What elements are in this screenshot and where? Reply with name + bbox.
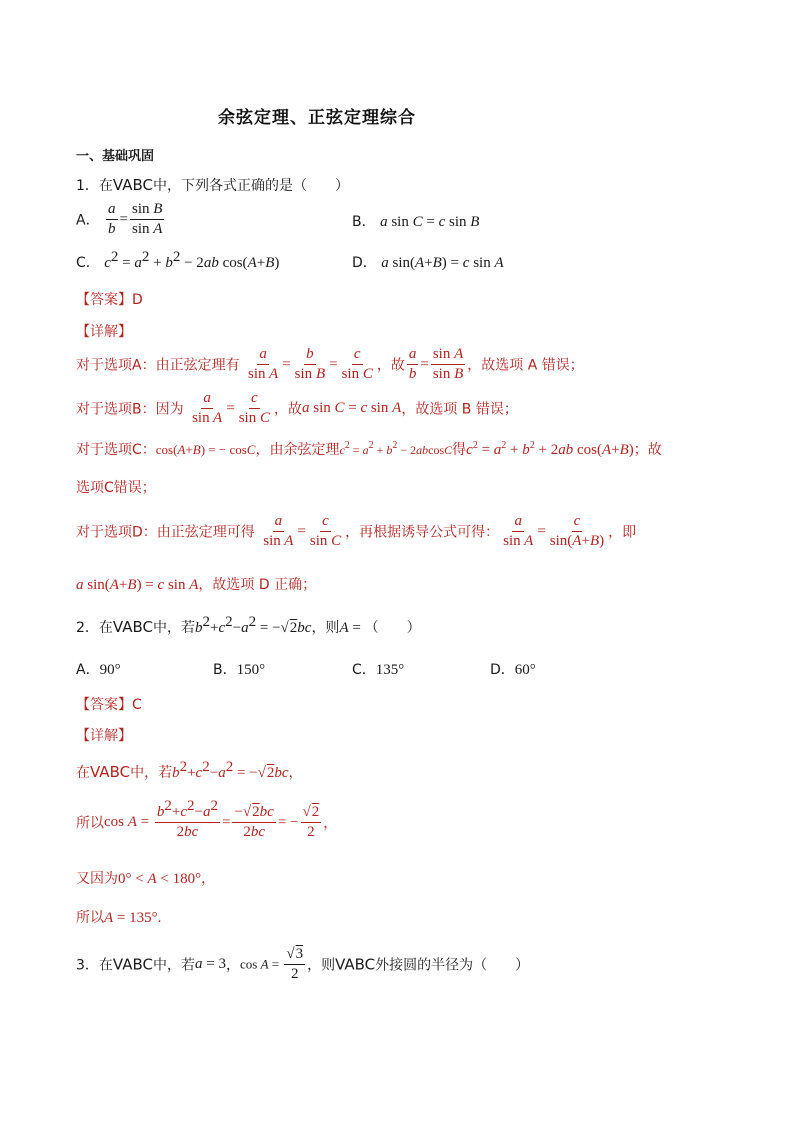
q1-option-c: C． $c^2 = a^2 + b^2 - 2ab$ cos(A+B): [76, 249, 280, 271]
page-title: 余弦定理、正弦定理综合: [218, 108, 416, 128]
q1-detail-a: 对于选项A：由正弦定理有 $\frac{a}{\text{sin A}}$ = $\frac{b}{\text{sin B}}$ = $\frac{c}{\text{sin C}}$ ，故 $\frac{a}{b}$ = $\frac{\text{sin A}}{\text{sin B}}$ ，故选项 A 错误；: [76, 346, 584, 382]
q1-stem: 1．在VABC中，下列各式正确的是（ ）: [76, 176, 349, 194]
q1-detail-b: 对于选项B：因为 $\frac{a}{\text{sin A}}$ = $\frac{c}{\text{sin C}}$ ，故a sin C = c sin A，故选项 B 错误；: [76, 390, 518, 426]
q1-option-d: D． a sin(A+B) = c sin A: [352, 255, 504, 271]
q3-stem: 3．在VABC中，若a = 3，cos A = $\frac{√3}{2}$ ，则VABC外接圆的半径为（ ）: [76, 946, 530, 982]
q1-detail-c-wrap: 选项C错误；: [76, 480, 156, 496]
q2-option-b: B．150°: [213, 662, 266, 678]
q1-detail-label: 【详解】: [76, 324, 132, 340]
q1-detail-d: 对于选项D：由正弦定理可得 $\frac{a}{\text{sin A}}$ = $\frac{c}{\text{sin C}}$ ，再根据诱导公式可得： $\frac{a}{\text{sin A}}$ = $\frac{c}{\sin(A+B)}$ ，即: [76, 513, 637, 549]
q2-option-d: D．60°: [490, 662, 536, 678]
q2-option-a: A．90°: [76, 662, 121, 678]
section-heading: 一、基础巩固: [76, 149, 155, 164]
q2-stem: 2．在VABC中，若$b^2+c^2-a^2 = -√2bc$，则A = （ ）: [76, 614, 421, 636]
q1-answer: 【答案】D: [76, 292, 143, 308]
q1-option-b: B． a sin C = c sin B: [352, 214, 480, 230]
q2-answer: 【答案】C: [76, 697, 142, 713]
q2-detail-line1: 在VABC中，若$b^2+c^2-a^2 = -√2bc$，: [76, 759, 303, 781]
q2-option-c: C．135°: [352, 662, 405, 678]
q2-detail-line4: 所以A = 135°.: [76, 910, 162, 926]
q1-option-a: A． $\frac{a}{b}$ = $\frac{\text{sin B}}{\text{sin A}}$: [76, 201, 163, 237]
q2-detail-line3: 又因为0° < A < 180°，: [76, 871, 216, 887]
q1-detail-d-wrap: a sin(A+B) = c sin A，故选项 D 正确；: [76, 577, 317, 593]
q2-detail-line2: 所以cos A = $\frac{b^2+c^2-a^2}{2bc}$ = $\frac{-√2bc}{2bc}$ = − $\frac{√2}{2}$ ，: [76, 798, 338, 840]
q2-detail-label: 【详解】: [76, 728, 132, 744]
q1-detail-c: 对于选项C：cos(A+B) = − cosC，由余弦定理$c^2 = a^2 + b^2 - 2abcosC$得$c^2 = a^2 + b^2 + 2ab$ cos(A+B)；故: [76, 440, 662, 458]
